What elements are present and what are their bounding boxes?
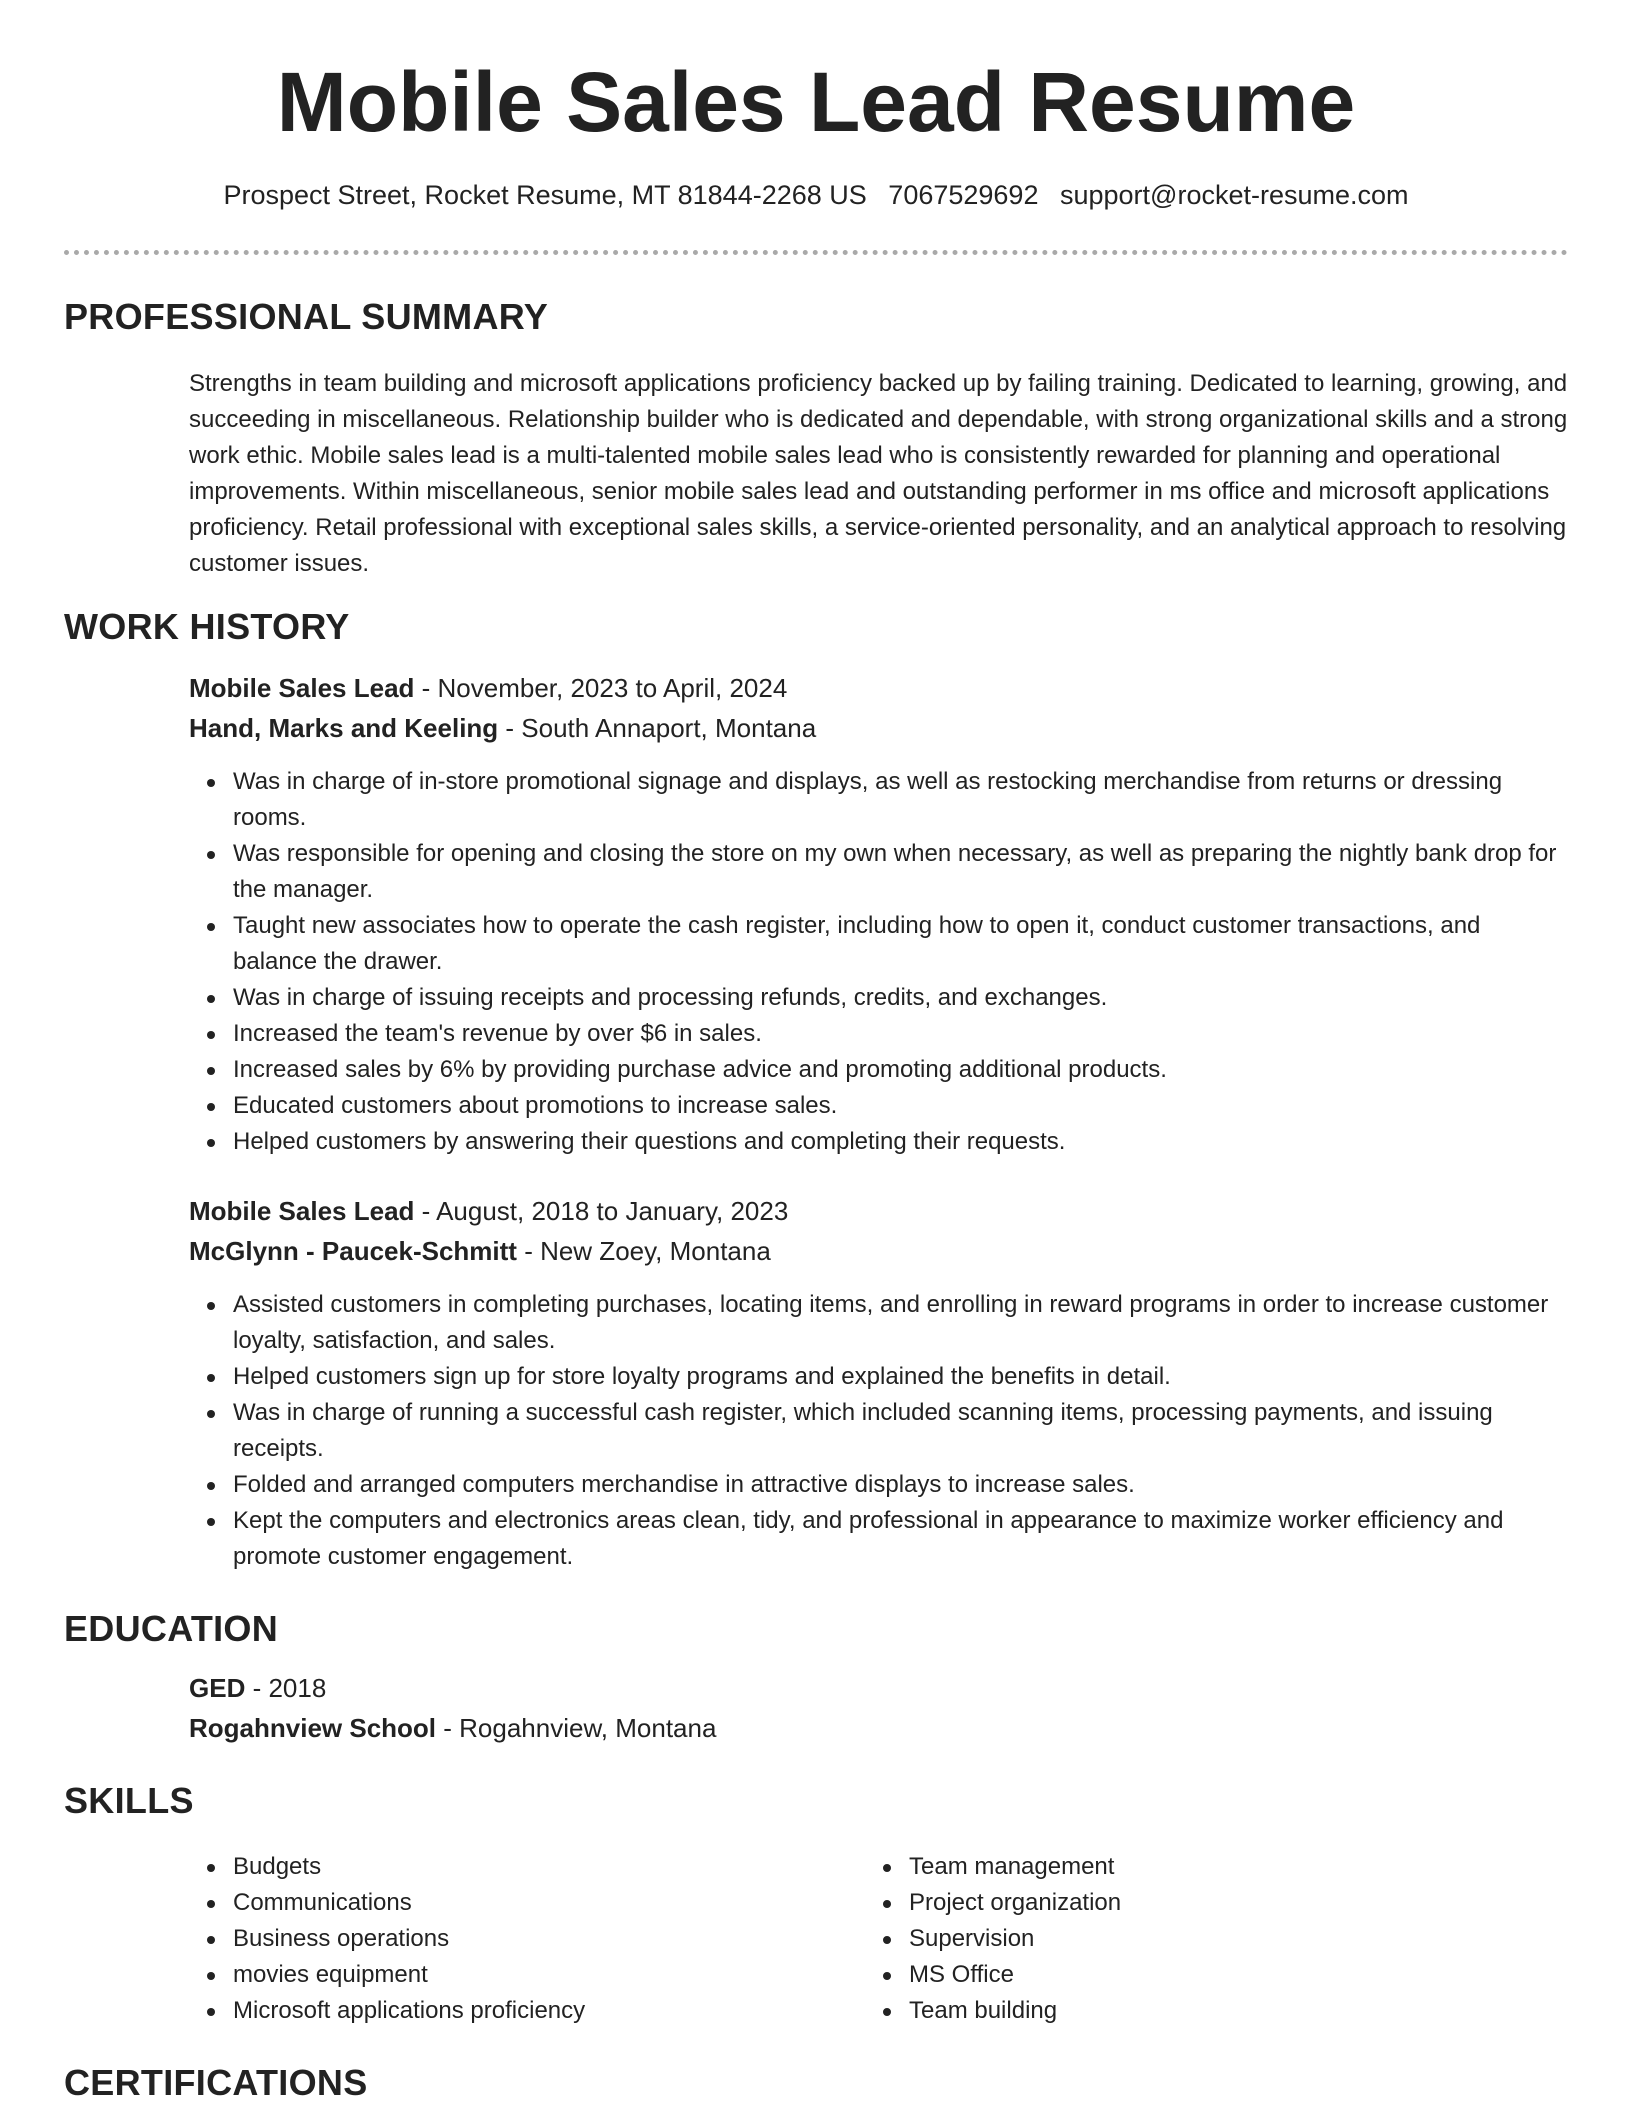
job-2-company: McGlynn - Paucek-Schmitt [189,1236,517,1266]
list-item: Team management [865,1849,1632,1885]
list-item: Project organization [865,1885,1632,1921]
section-title-summary: PROFESSIONAL SUMMARY [64,296,549,337]
header-divider [64,250,1568,255]
list-item: Taught new associates how to operate the cash register, including how to open it, conduct customer transactions, and balance the drawer. [189,908,1569,980]
list-item: Kept the computers and electronics areas clean, tidy, and professional in appearance to maximize worker efficiency and promote customer engagement. [189,1503,1569,1575]
list-item: Team building [865,1993,1632,2029]
job-2-location: - New Zoey, Montana [516,1236,771,1266]
contact-phone: 7067529692 [888,180,1039,210]
contact-line [0,180,1632,211]
education-year: - 2018 [245,1673,327,1703]
section-title-skills: SKILLS [64,1780,194,1821]
job-1-duties [189,764,1569,1160]
education-school: Rogahnview School [189,1713,437,1743]
education-school-line [189,1713,716,1744]
list-item: Educated customers about promotions to increase sales. [189,1088,1569,1124]
list-item: Was in charge of in-store promotional signage and displays, as well as restocking merchandise from returns or dressing rooms. [189,764,1569,836]
education-location: - Rogahnview, Montana [436,1713,717,1743]
section-title-education: EDUCATION [64,1608,279,1649]
list-item: Folded and arranged computers merchandise in attractive displays to increase sales. [189,1467,1569,1503]
summary-text: Strengths in team building and microsoft applications proficiency backed up by failing training. Dedicated to learning, growing, and succeeding in miscellaneous. Relationship builder who is dedicated and dependable, with strong organizational skills and a strong work ethic. Mobile sales lead is a multi-talented mobile sales lead who is consistently rewarded for planning and operational improvements. Within miscellaneous, senior mobile sales lead and outstanding performer in ms office and microsoft applications proficiency. Retail professional with exceptional sales skills, a service-oriented personality, and an analytical approach to resolving customer issues. [189,370,1568,577]
list-item: Helped customers by answering their questions and completing their requests. [189,1124,1569,1160]
list-item: MS Office [865,1957,1632,1993]
job-2-title: Mobile Sales Lead [189,1196,415,1226]
job-2-dates: - August, 2018 to January, 2023 [414,1196,789,1226]
contact-address: Prospect Street, Rocket Resume, MT 81844-2268 US [223,180,867,210]
job-2-company-line [189,1236,771,1267]
list-item: Communications [189,1885,1569,1921]
list-item: movies equipment [189,1957,1569,1993]
list-item: Was in charge of issuing receipts and processing refunds, credits, and exchanges. [189,980,1569,1016]
list-item: Increased the team's revenue by over $6 in sales. [189,1016,1569,1052]
education-degree-line [189,1673,326,1704]
list-item: Budgets [189,1849,1569,1885]
job-2-duties [189,1287,1569,1575]
section-title-work-history: WORK HISTORY [64,606,350,647]
contact-email: support@rocket-resume.com [1059,180,1409,210]
skills-list-right [865,1849,1632,2029]
section-title-certifications: CERTIFICATIONS [64,2062,368,2103]
job-1-dates: - November, 2023 to April, 2024 [414,673,788,703]
list-item: Microsoft applications proficiency [189,1993,1569,2029]
job-1-company: Hand, Marks and Keeling [189,713,499,743]
job-2-title-line [189,1196,788,1227]
list-item: Increased sales by 6% by providing purchase advice and promoting additional products. [189,1052,1569,1088]
list-item: Helped customers sign up for store loyalty programs and explained the benefits in detail. [189,1359,1569,1395]
job-1-title-line [189,673,787,704]
list-item: Was in charge of running a successful cash register, which included scanning items, processing payments, and issuing receipts. [189,1395,1569,1467]
list-item: Was responsible for opening and closing the store on my own when necessary, as well as preparing the nightly bank drop for the manager. [189,836,1569,908]
list-item: Assisted customers in completing purchases, locating items, and enrolling in reward programs in order to increase customer loyalty, satisfaction, and sales. [189,1287,1569,1359]
job-1-company-line [189,713,816,744]
list-item: Supervision [865,1921,1632,1957]
job-1-location: - South Annaport, Montana [498,713,817,743]
list-item: Business operations [189,1921,1569,1957]
job-1-title: Mobile Sales Lead [189,673,415,703]
resume-title: Mobile Sales Lead Resume [276,55,1356,149]
education-degree: GED [189,1673,246,1703]
